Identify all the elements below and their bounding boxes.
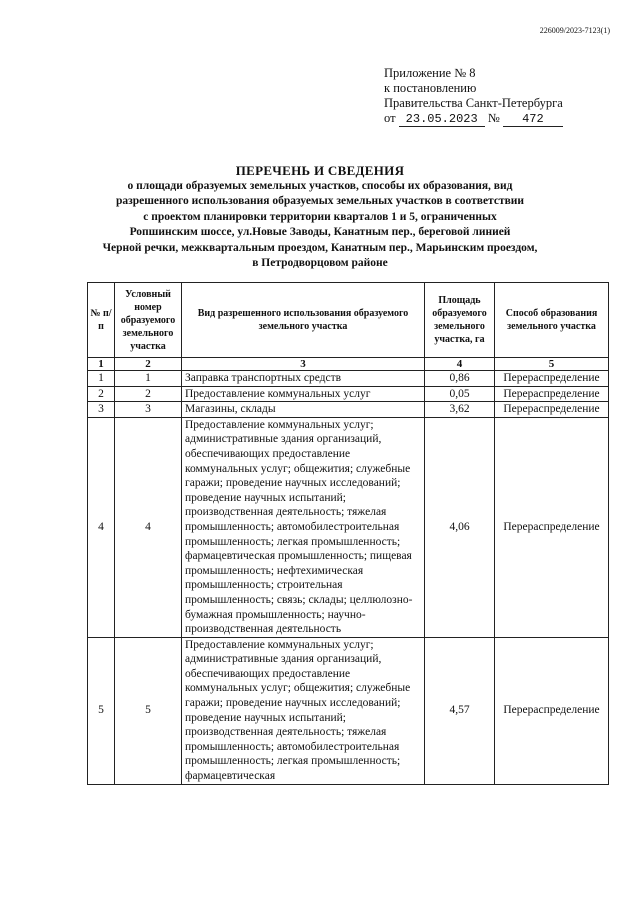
- land-plots-table: [87, 282, 609, 785]
- row-method: Перераспределение: [495, 417, 609, 637]
- header-area: Площадь образуемого земельного участка, га: [425, 283, 495, 358]
- row-num: 3: [88, 402, 115, 418]
- row-method: Перераспределение: [495, 402, 609, 418]
- table-row: [88, 386, 609, 402]
- column-number: 4: [425, 358, 495, 371]
- row-permitted-use: Предоставление коммунальных услуг; административные здания организаций, обеспечивающих предоставление коммунальных услуг; общежития; служебные гаражи; проведение научных исследований; проведение научных испытаний; производственная деятельность; тяжелая промышленность; автомобилестроительная промышленность; легкая промышленность; фармацевтическая: [182, 637, 425, 784]
- row-area: 0,05: [425, 386, 495, 402]
- row-conditional-number: 4: [115, 417, 182, 637]
- header-num: № п/п: [88, 283, 115, 358]
- appendix-line-3: Правительства Санкт-Петербурга: [384, 96, 563, 110]
- resolution-date: 23.05.2023: [399, 112, 485, 127]
- number-label: №: [487, 111, 500, 125]
- table-header-row: [88, 283, 609, 358]
- column-number: 3: [182, 358, 425, 371]
- row-permitted-use: Заправка транспортных средств: [182, 371, 425, 387]
- row-num: 2: [88, 386, 115, 402]
- column-number: 2: [115, 358, 182, 371]
- row-area: 4,57: [425, 637, 495, 784]
- appendix-date-line: [384, 111, 563, 127]
- header-permitted-use: Вид разрешенного использования образуемого земельного участка: [182, 283, 425, 358]
- heading-line-4: Ропшинским шоссе, ул.Новые Заводы, Канатным пер., береговой линией: [129, 226, 511, 239]
- row-area: 4,06: [425, 417, 495, 637]
- column-number: 5: [495, 358, 609, 371]
- row-permitted-use: Предоставление коммунальных услуг; административные здания организаций, обеспечивающих предоставление коммунальных услуг; общежития; служебные гаражи; проведение научных исследований; проведение научных испытаний; производственная деятельность; тяжелая промышленность; автомобилестроительная промышленность; легкая промышленность; фармацевтическая промышленность; пищевая промышленность; нефтехимическая промышленность; строительная промышленность; связь; склады; целлюлозно-бумажная промышленность; научно-производственная деятельность: [182, 417, 425, 637]
- header-method: Способ образования земельного участка: [495, 283, 609, 358]
- row-conditional-number: 2: [115, 386, 182, 402]
- row-permitted-use: Магазины, склады: [182, 402, 425, 418]
- heading-line-3: с проектом планировки территории кварталов 1 и 5, ограниченных: [143, 210, 497, 223]
- heading-line-2: разрешенного использования образуемых земельных участков в соответствии: [115, 195, 525, 208]
- column-number: 1: [88, 358, 115, 371]
- row-conditional-number: 3: [115, 402, 182, 418]
- from-label: от: [384, 111, 396, 125]
- appendix-line-2: к постановлению: [384, 81, 477, 95]
- row-method: Перераспределение: [495, 371, 609, 387]
- document-reference: 226009/2023-7123(1): [539, 26, 610, 35]
- row-conditional-number: 1: [115, 371, 182, 387]
- row-num: 4: [88, 417, 115, 637]
- row-area: 0,86: [425, 371, 495, 387]
- heading-line-1: о площади образуемых земельных участков, способы их образования, вид: [127, 180, 513, 192]
- row-permitted-use: Предоставление коммунальных услуг: [182, 386, 425, 402]
- row-method: Перераспределение: [495, 386, 609, 402]
- document-heading: [100, 163, 540, 271]
- row-num: 1: [88, 371, 115, 387]
- row-method: Перераспределение: [495, 637, 609, 784]
- table-row: [88, 371, 609, 387]
- appendix-block: [384, 66, 563, 127]
- appendix-line-1: Приложение № 8: [384, 66, 476, 80]
- table-row: [88, 402, 609, 418]
- column-number-row: [88, 358, 609, 371]
- resolution-number: 472: [503, 112, 563, 127]
- row-area: 3,62: [425, 402, 495, 418]
- row-conditional-number: 5: [115, 637, 182, 784]
- table-row: [88, 637, 609, 784]
- table-row: [88, 417, 609, 637]
- heading-line-5: Черной речки, межквартальным проездом, Канатным пер., Марьинским проездом,: [102, 241, 538, 254]
- heading-line-6: в Петродворцовом районе: [252, 257, 388, 270]
- document-title: ПЕРЕЧЕНЬ И СВЕДЕНИЯ: [235, 163, 405, 178]
- header-conditional-number: Условный номер образуемого земельного участка: [115, 283, 182, 358]
- row-num: 5: [88, 637, 115, 784]
